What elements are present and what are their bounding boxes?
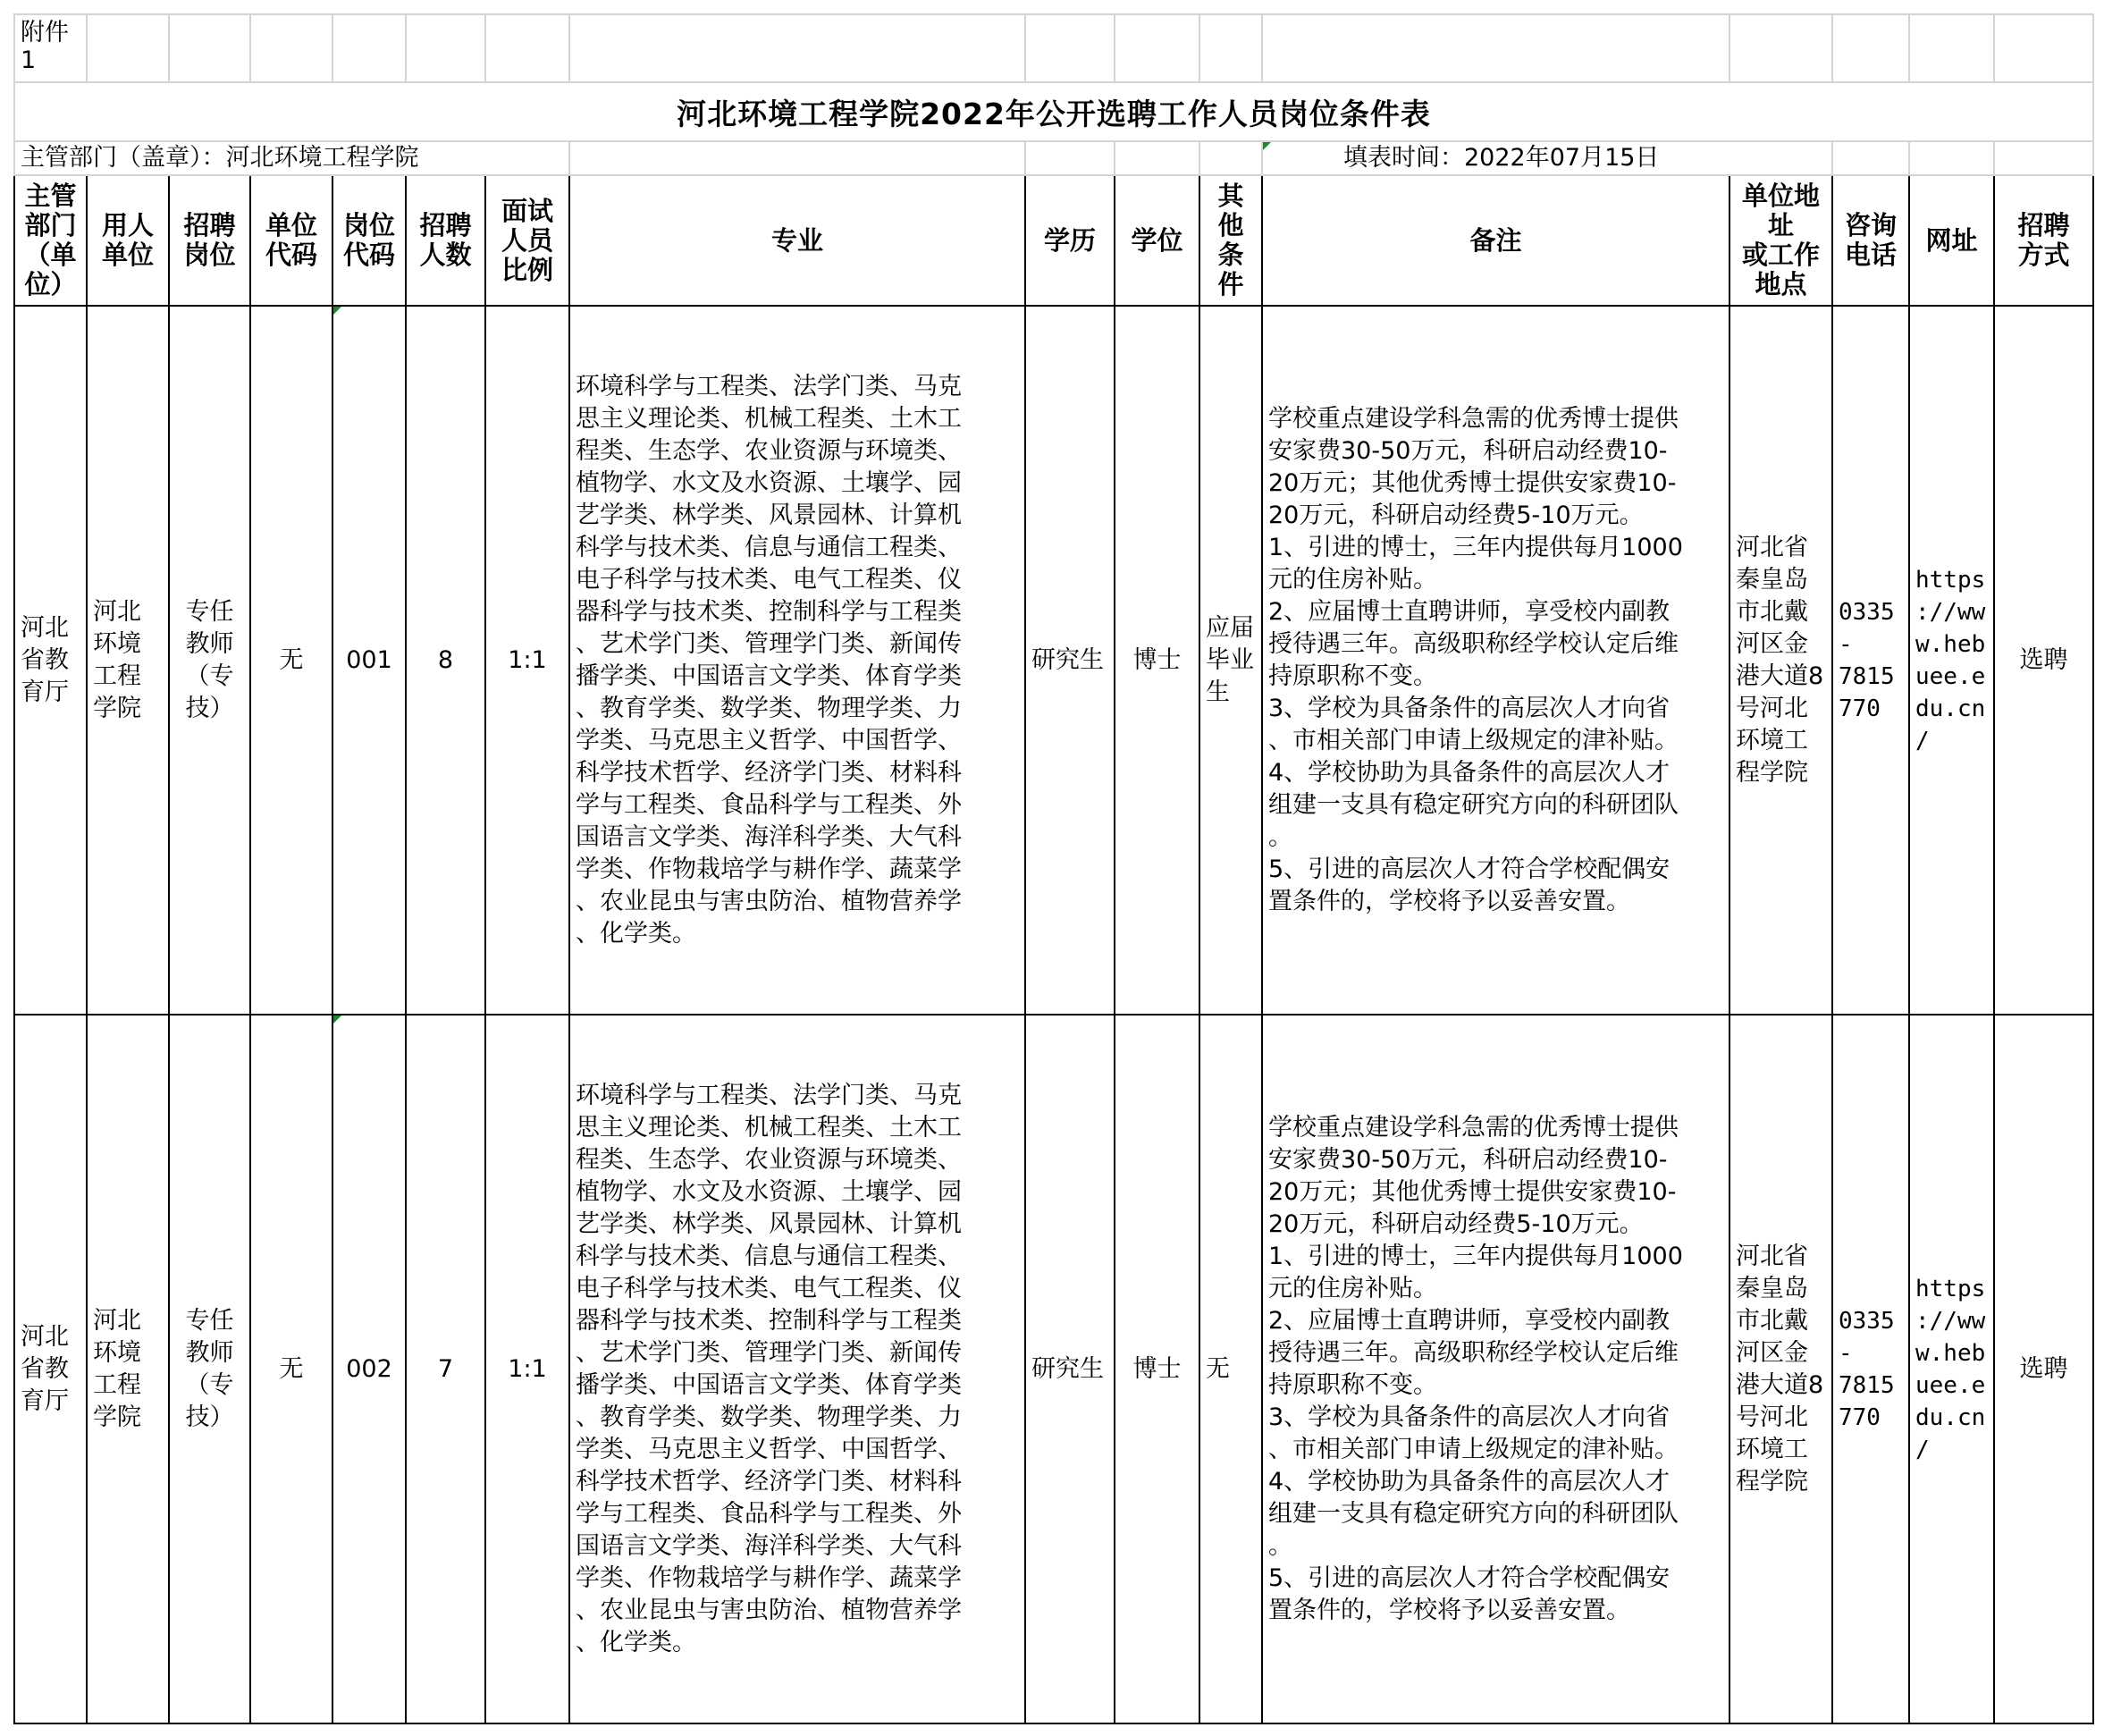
cell-count[interactable]: 8 [406,306,485,1015]
cell-remarks[interactable]: 学校重点建设学科急需的优秀博士提供 安家费30-50万元，科研启动经费10- 20万元；其他优秀博士提供安家费10- 20万元，科研启动经费5-10万元。 1、引进的博士，三年内提供每月1000 元的住房补贴。 2、应届博士直聘讲师，享受校内副教 授待遇三年。高级职称经学校认定后维 持原职称不变。 3、学校为具备条件的高层次人才向省 、市相关部门申请上级规定的津补贴。 4、学校协助为具备条件的高层次人才 组建一支具有稳定研究方向的科研团队 。 5、引进的高层次人才符合学校配偶安 置条件的，学校将予以妥善安置。 [1262,306,1729,1015]
empty-cell[interactable] [169,14,250,82]
cell-unit-code[interactable]: 无 [250,306,332,1015]
cell-ratio[interactable]: 1:1 [485,1015,569,1723]
cell-website[interactable]: https ://ww w.heb uee.e du.cn / [1909,1015,1994,1723]
empty-cell[interactable] [87,14,169,82]
cell-degree[interactable]: 博士 [1115,306,1199,1015]
cell-post[interactable]: 专任 教师 （专 技） [169,1015,250,1723]
cell-remarks[interactable]: 学校重点建设学科急需的优秀博士提供 安家费30-50万元，科研启动经费10- 20万元；其他优秀博士提供安家费10- 20万元，科研启动经费5-10万元。 1、引进的博士，三年内提供每月1000 元的住房补贴。 2、应届博士直聘讲师，享受校内副教 授待遇三年。高级职称经学校认定后维 持原职称不变。 3、学校为具备条件的高层次人才向省 、市相关部门申请上级规定的津补贴。 4、学校协助为具备条件的高层次人才 组建一支具有稳定研究方向的科研团队 。 5、引进的高层次人才符合学校配偶安 置条件的，学校将予以妥善安置。 [1262,1015,1729,1723]
empty-cell[interactable] [250,14,332,82]
cell-education[interactable]: 研究生 [1025,306,1115,1015]
cell-other[interactable]: 无 [1199,1015,1262,1723]
cell-phone[interactable]: 0335 - 7815 770 [1832,1015,1909,1723]
empty-cell[interactable] [1025,141,1115,175]
header-post-code: 岗位 代码 [332,175,406,306]
cell-count[interactable]: 7 [406,1015,485,1723]
table-row [14,306,2093,1015]
cell-method[interactable]: 选聘 [1994,1015,2093,1723]
empty-cell[interactable] [1115,141,1199,175]
empty-cell[interactable] [1115,14,1199,82]
meta-row [14,141,2093,175]
header-phone: 咨询 电话 [1832,175,1909,306]
cell-post-code[interactable]: 001 [332,306,406,1015]
empty-cell[interactable] [1909,141,1994,175]
empty-cell[interactable] [1025,14,1115,82]
cell-degree[interactable]: 博士 [1115,1015,1199,1723]
empty-cell[interactable] [1994,14,2093,82]
cell-ratio[interactable]: 1:1 [485,306,569,1015]
cell-major[interactable]: 环境科学与工程类、法学门类、马克 思主义理论类、机械工程类、土木工 程类、生态学、农业资源与环境类、 植物学、水文及水资源、土壤学、园 艺学类、林学类、风景园林、计算机 科学与技术类、信息与通信工程类、 电子科学与技术类、电气工程类、仪 器科学与技术类、控制科学与工程类 、艺术学门类、管理学门类、新闻传 播学类、中国语言文学类、体育学类 、教育学类、数学类、物理学类、力 学类、马克思主义哲学、中国哲学、 科学技术哲学、经济学门类、材料科 学与工程类、食品科学与工程类、外 国语言文学类、海洋科学类、大气科 学类、作物栽培学与耕作学、蔬菜学 、农业昆虫与害虫防治、植物营养学 、化学类。 [569,1015,1025,1723]
empty-cell[interactable] [1994,141,2093,175]
cell-dept[interactable]: 河北 省教 育厅 [14,306,87,1015]
fill-date-label: 填表时间：2022年07月15日 [1262,141,1832,175]
header-method: 招聘 方式 [1994,175,2093,306]
empty-cell[interactable] [569,14,1025,82]
cell-post-code[interactable]: 002 [332,1015,406,1723]
cell-other[interactable]: 应届 毕业 生 [1199,306,1262,1015]
empty-cell[interactable] [1832,141,1909,175]
cell-address[interactable]: 河北省 秦皇岛 市北戴 河区金 港大道8 号河北 环境工 程学院 [1729,306,1832,1015]
empty-cell[interactable] [1262,14,1729,82]
attachment-label: 附件 1 [14,14,87,82]
header-education: 学历 [1025,175,1115,306]
cell-dept[interactable]: 河北 省教 育厅 [14,1015,87,1723]
title-row [14,82,2093,141]
header-count: 招聘 人数 [406,175,485,306]
empty-cell[interactable] [1832,14,1909,82]
header-row [14,175,2093,306]
cell-address[interactable]: 河北省 秦皇岛 市北戴 河区金 港大道8 号河北 环境工 程学院 [1729,1015,1832,1723]
position-conditions-table [13,13,2094,1724]
cell-education[interactable]: 研究生 [1025,1015,1115,1723]
header-other: 其 他 条 件 [1199,175,1262,306]
cell-phone[interactable]: 0335 - 7815 770 [1832,306,1909,1015]
empty-cell[interactable] [1199,14,1262,82]
empty-cell[interactable] [1909,14,1994,82]
empty-cell[interactable] [569,141,1025,175]
table-row [14,1015,2093,1723]
cell-post[interactable]: 专任 教师 （专 技） [169,306,250,1015]
header-unit: 用人 单位 [87,175,169,306]
cell-method[interactable]: 选聘 [1994,306,2093,1015]
header-remarks: 备注 [1262,175,1729,306]
header-degree: 学位 [1115,175,1199,306]
header-ratio: 面试 人员 比例 [485,175,569,306]
cell-unit[interactable]: 河北 环境 工程 学院 [87,1015,169,1723]
empty-cell[interactable] [406,14,485,82]
attachment-row [14,14,2093,82]
header-major: 专业 [569,175,1025,306]
header-unit-code: 单位 代码 [250,175,332,306]
empty-cell[interactable] [485,14,569,82]
empty-cell[interactable] [1729,14,1832,82]
dept-seal-label: 主管部门（盖章）：河北环境工程学院 [14,141,569,175]
header-website: 网址 [1909,175,1994,306]
empty-cell[interactable] [332,14,406,82]
header-post: 招聘 岗位 [169,175,250,306]
page-title: 河北环境工程学院2022年公开选聘工作人员岗位条件表 [14,82,2093,141]
empty-cell[interactable] [1199,141,1262,175]
cell-unit[interactable]: 河北 环境 工程 学院 [87,306,169,1015]
cell-major[interactable]: 环境科学与工程类、法学门类、马克 思主义理论类、机械工程类、土木工 程类、生态学、农业资源与环境类、 植物学、水文及水资源、土壤学、园 艺学类、林学类、风景园林、计算机 科学与技术类、信息与通信工程类、 电子科学与技术类、电气工程类、仪 器科学与技术类、控制科学与工程类 、艺术学门类、管理学门类、新闻传 播学类、中国语言文学类、体育学类 、教育学类、数学类、物理学类、力 学类、马克思主义哲学、中国哲学、 科学技术哲学、经济学门类、材料科 学与工程类、食品科学与工程类、外 国语言文学类、海洋科学类、大气科 学类、作物栽培学与耕作学、蔬菜学 、农业昆虫与害虫防治、植物营养学 、化学类。 [569,306,1025,1015]
header-dept: 主管 部门 （单 位） [14,175,87,306]
cell-unit-code[interactable]: 无 [250,1015,332,1723]
header-address: 单位地 址 或工作 地点 [1729,175,1832,306]
cell-website[interactable]: https ://ww w.heb uee.e du.cn / [1909,306,1994,1015]
